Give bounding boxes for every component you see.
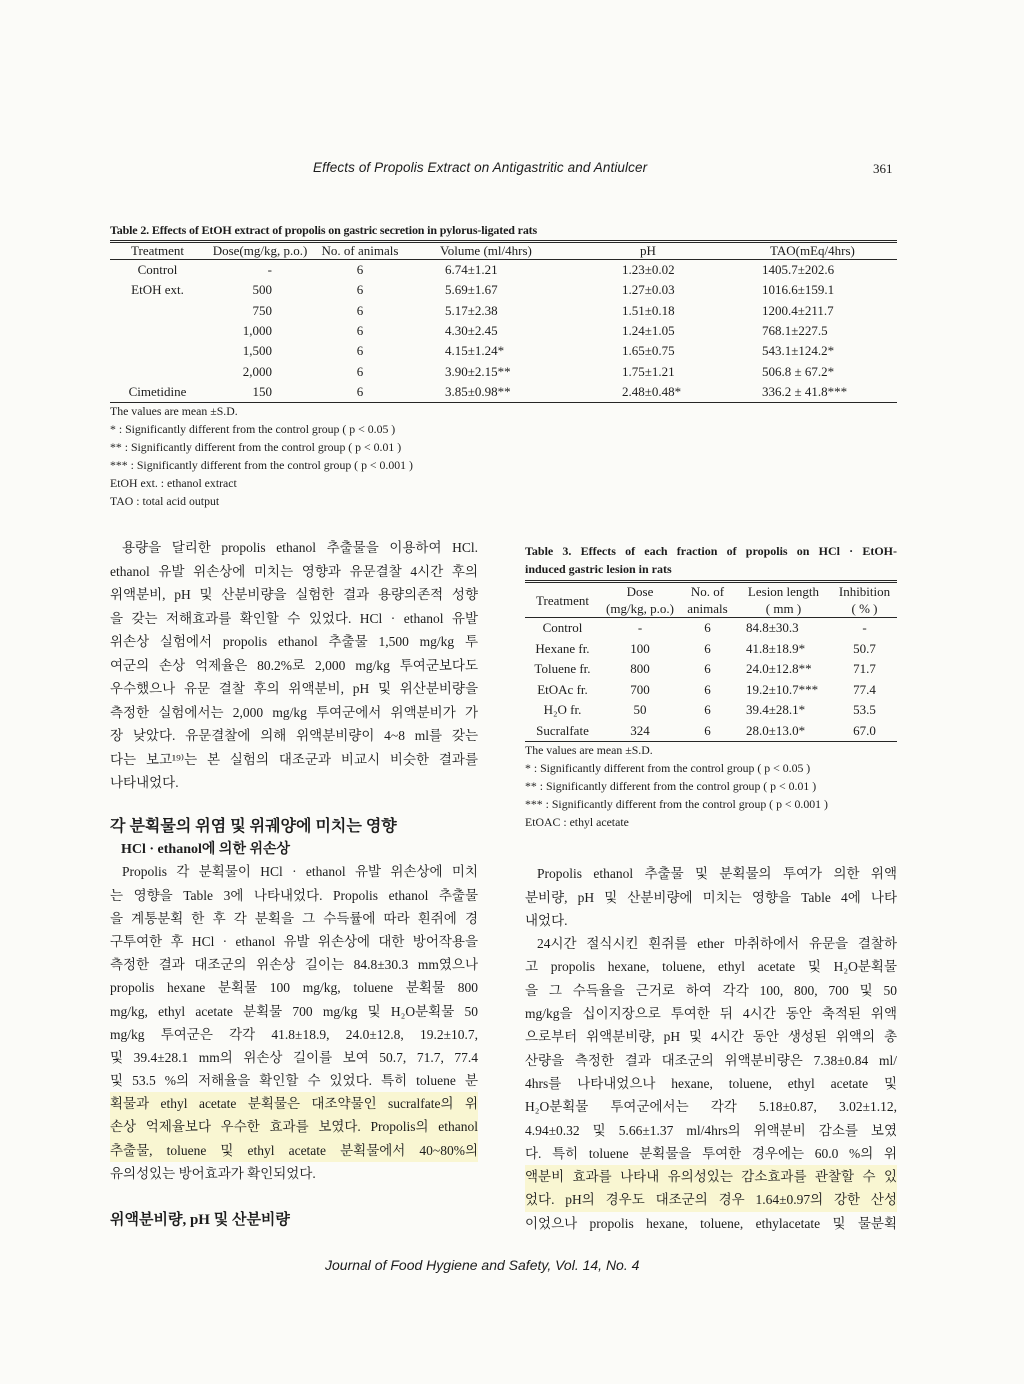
table2-cell-ph: 1.75±1.21 — [622, 363, 675, 379]
table2-cell-volume: 6.74±1.21 — [445, 262, 498, 278]
table2-cell-volume: 4.30±2.45 — [445, 323, 498, 339]
table3-header-dose — [600, 582, 680, 618]
table3-cell-lesion-length: 24.0±12.8** — [746, 661, 812, 677]
text-line: 4hrs를 나타내었으나 hexane, toluene, ethyl acetate 및 — [525, 1075, 897, 1091]
table2-cell-tao: 1200.4±211.7 — [762, 302, 834, 318]
text-line: 을 계통분획 한 후 각 분획을 그 수득률에 따라 흰쥐에 경 — [110, 910, 478, 926]
text-line: 측정한 실험에서는 2,000 mg/kg 투여군에서 위액분비가 가 — [110, 704, 478, 720]
table2-body — [110, 260, 897, 403]
table2-cell-volume: 3.90±2.15** — [445, 363, 511, 379]
text-line: mg/kg을 십이지장으로 투여한 뒤 4시간 동안 축적된 위액 — [525, 1006, 897, 1022]
table3-header-line: ( mm ) — [765, 601, 802, 616]
table3-cell-dose: 324 — [600, 721, 680, 742]
text-line: 장 낮았다. 유문결찰에 의해 위액분비량이 4~8 ml를 갖는 — [110, 728, 478, 743]
table2-cell-ph: 1.23±0.02 — [622, 262, 675, 278]
text-line: mg/kg 투여군은 각각 41.8±18.9, 24.0±12.8, 19.2±10.7, — [110, 1026, 478, 1042]
table3-row — [525, 700, 897, 721]
table3-header-row — [525, 582, 897, 618]
table3-caption-line: Table 3. Effects of each fraction of propolis on HCl · EtOH- — [525, 544, 897, 558]
table2-row — [110, 341, 897, 361]
text-line: 위액분비, pH 및 산분비량을 실험한 결과 용량의존적 성향 — [110, 587, 478, 602]
table2-cell-treatment: EtOH ext. — [131, 282, 184, 298]
table3-cell-dose: 700 — [630, 681, 650, 697]
table2-header-dose: Dose(mg/kg, p.o.) — [205, 242, 315, 260]
table2-cell-treatment: Control — [137, 262, 178, 278]
table2-cell-animals: 6 — [356, 323, 364, 339]
table3-cell-treatment: Toluene fr. — [534, 661, 591, 677]
table3-header-line: ( % ) — [851, 601, 878, 616]
text-line: 손상 억제율보다 우수한 효과를 보였다. Propolis의 ethanol — [110, 1115, 478, 1138]
right-column-text — [525, 862, 897, 1235]
table2-header-volume: Volume (ml/4hrs) — [405, 242, 605, 260]
table3-cell-treatment: Control — [542, 620, 583, 636]
table2-cell-animals: 6 — [356, 302, 364, 318]
table2-row — [110, 382, 897, 403]
table3-header-line: Inhibition — [838, 584, 891, 599]
text-line: 4.94±0.32 및 5.66±1.37 ml/4hrs의 위액분비 감소를 보였 — [525, 1122, 897, 1138]
table2-row — [110, 361, 897, 381]
section-heading-2: 위액분비량, pH 및 산분비량 — [110, 1212, 290, 1228]
table2-header-treatment: Treatment — [110, 242, 205, 260]
text-line: 나타내었다. — [110, 775, 179, 790]
table2-cell-treatment — [110, 301, 205, 321]
table2-cell-dose: - — [267, 262, 272, 278]
text-line: 및 39.4±28.1 mm의 위손상 길이를 보여 50.7, 71.7, 77.4 — [110, 1049, 478, 1065]
table3-cell-lesion-length: 19.2±10.7*** — [746, 681, 819, 697]
table3-cell-animals: 6 — [704, 681, 711, 697]
text-line: 위손상 실험에서 propolis ethanol 추출물 1,500 mg/kg 투 — [110, 634, 478, 649]
text-line: H₂O분획물 투여군에서는 각각 5.18±0.87, 3.02±1.12, — [525, 1099, 897, 1115]
table2-cell-tao: 543.1±124.2* — [762, 343, 835, 359]
table2-note: ** : Significantly different from the control group ( p < 0.01 ) — [110, 440, 402, 454]
table3-header-line: Treatment — [536, 592, 589, 608]
left-paragraph-2 — [110, 860, 478, 1185]
table2-note: EtOH ext. : ethanol extract — [110, 476, 237, 490]
table3-note: ** : Significantly different from the control group ( p < 0.01 ) — [525, 779, 817, 793]
table3-header-treatment — [525, 582, 600, 618]
page-number: 361 — [873, 161, 893, 176]
table2-cell-ph: 1.51±0.18 — [622, 302, 675, 318]
table2-header-animals: No. of animals — [315, 242, 405, 260]
table2-cell-treatment — [110, 341, 205, 361]
table2-cell-treatment — [110, 361, 205, 381]
text-line: 내었다. — [525, 912, 568, 928]
table2-cell-tao: 336.2 ± 41.8*** — [740, 382, 897, 403]
table2-row — [110, 280, 897, 300]
table2-row — [110, 260, 897, 281]
table2-cell-volume: 4.15±1.24* — [445, 343, 505, 359]
text-line: 구투여한 후 HCl · ethanol 유발 위손상에 대한 방어작용을 — [110, 933, 478, 949]
table3-cell-animals: 6 — [704, 620, 711, 636]
text-line: 산량을 측정한 결과 대조군의 위액분비량은 7.38±0.84 ml/ — [525, 1052, 897, 1068]
table2-cell-dose: 750 — [252, 302, 272, 318]
table2-header-ph: pH — [605, 242, 740, 260]
table3-cell-lesion-length: 41.8±18.9* — [746, 640, 806, 656]
table2-note: *** : Significantly different from the control group ( p < 0.001 ) — [110, 458, 413, 472]
table3-row — [525, 639, 897, 660]
table2-row — [110, 321, 897, 341]
journal-footer: Journal of Food Hygiene and Safety, Vol. 14, No. 4 — [325, 1257, 640, 1273]
table2-header — [110, 242, 897, 260]
running-header-title: Effects of Propolis Extract on Antigastritic and Antiulcer — [313, 160, 648, 175]
table3-note: EtOAC : ethyl acetate — [525, 815, 629, 829]
table2-cell-dose: 2,000 — [242, 363, 272, 379]
text-line: 24시간 절식시킨 흰쥐를 ether 마취하에서 유문을 결찰하 — [537, 936, 897, 952]
table3-cell-inhibition: 77.4 — [853, 681, 876, 697]
table3 — [525, 580, 897, 742]
text-line: 고 propolis hexane, toluene, ethyl acetate 및 H₂O분획물 — [525, 959, 897, 975]
table2-note: TAO : total acid output — [110, 494, 220, 508]
table3-caption-line: induced gastric lesion in rats — [525, 562, 672, 576]
table3-header-animals — [680, 582, 735, 618]
table3-cell-treatment: EtOAc fr. — [537, 681, 588, 697]
table3-row — [525, 618, 897, 639]
table3-cell-dose: - — [637, 620, 643, 636]
table3-cell-inhibition: 50.7 — [853, 640, 876, 656]
table2-row — [110, 301, 897, 321]
table2 — [110, 240, 897, 403]
table3-cell-inhibition: 71.7 — [853, 661, 876, 677]
text-line: 우수했으나 유문 결찰 후의 위액분비, pH 및 위산분비량을 — [110, 681, 478, 696]
text-line: 었다. pH의 경우도 대조군의 경우 1.64±0.97의 강한 산성 — [525, 1188, 897, 1211]
table3-body — [525, 618, 897, 742]
text-line: 용량을 달리한 propolis ethanol 추출물을 이용하여 HCl. — [122, 540, 478, 555]
table2-cell-animals: 6 — [356, 343, 364, 359]
text-line: 획물과 ethyl acetate 분획물은 대조약물인 sucralfate의 위 — [110, 1092, 478, 1115]
text-line: mg/kg, ethyl acetate 분획물 700 mg/kg 및 H₂O분획물 50 — [110, 1003, 478, 1019]
table2-cell-tao: 768.1±227.5 — [762, 323, 828, 339]
table2-note: * : Significantly different from the control group ( p < 0.05 ) — [110, 422, 396, 436]
table3-cell-dose: 800 — [630, 661, 650, 677]
text-line: 을 갖는 저해효과를 확인할 수 있었다. HCl · ethanol 유발 — [110, 610, 478, 626]
table3-cell-lesion-length: 84.8±30.3 — [746, 620, 799, 636]
table2-caption: Table 2. Effects of EtOH extract of propolis on gastric secretion in pylorus-ligated rats — [110, 223, 538, 237]
text-line: Propolis ethanol 추출물 및 분획물의 투여가 의한 위액 — [537, 866, 897, 882]
text-line: propolis hexane 분획물 100 mg/kg, toluene 분획물 800 — [110, 980, 478, 996]
table3-cell-inhibition: - — [862, 620, 867, 636]
table2-note: The values are mean ±S.D. — [110, 404, 238, 418]
table2-header-tao: TAO(mEq/4hrs) — [740, 242, 897, 260]
table3-cell-animals: 6 — [704, 640, 711, 656]
table2-cell-ph: 1.24±1.05 — [622, 323, 675, 339]
table2-cell-volume: 3.85±0.98** — [405, 382, 605, 403]
table3-notes — [525, 741, 828, 831]
table3-header-lesion-length — [735, 582, 832, 618]
table3-note: * : Significantly different from the control group ( p < 0.05 ) — [525, 761, 811, 775]
table3-row — [525, 680, 897, 701]
table3-note: *** : Significantly different from the control group ( p < 0.001 ) — [525, 797, 828, 811]
table2-cell-volume: 5.69±1.67 — [445, 282, 498, 298]
text-line: 는 영향을 Table 3에 나타내었다. Propolis ethanol 추출물 — [110, 887, 478, 903]
table3-caption — [525, 542, 897, 578]
left-paragraph-1 — [110, 536, 478, 795]
text-line: 이었으나 propolis hexane, toluene, ethylacetate 및 물분획 — [525, 1215, 897, 1231]
table3-cell-inhibition: 53.5 — [853, 702, 876, 718]
table2-notes — [110, 402, 413, 510]
table3-cell-dose: 100 — [630, 640, 650, 656]
table2-cell-dose: 1,500 — [242, 343, 272, 359]
subsection-heading: HCl · ethanol에 의한 위손상 — [121, 842, 291, 857]
table3-header-line: animals — [687, 601, 728, 616]
table3-cell-treatment: Sucralfate — [525, 721, 600, 742]
text-line: 으로부터 위액분비량, pH 및 4시간 동안 생성된 위액의 총 — [525, 1029, 897, 1045]
table3-header-line: Lesion length — [747, 584, 820, 599]
text-line: 액분비 효과를 나타내 유의성있는 감소효과를 관찰할 수 있 — [525, 1165, 897, 1188]
table3-cell-inhibition: 67.0 — [832, 721, 897, 742]
table3-row — [525, 659, 897, 680]
table2-cell-dose: 500 — [252, 282, 272, 298]
text-line: 다는 보고¹⁹⁾는 본 실험의 대조군과 비교시 비슷한 결과를 — [110, 751, 478, 767]
table2-cell-animals: 6 — [356, 363, 364, 379]
table2-cell-volume: 5.17±2.38 — [445, 302, 498, 318]
table2-cell-tao: 1405.7±202.6 — [762, 262, 835, 278]
table2-cell-animals: 6 — [356, 282, 364, 298]
table3-header-line: (mg/kg, p.o.) — [606, 601, 674, 616]
text-line: 추출물, toluene 및 ethyl acetate 분획물에서 40~80%의 — [110, 1139, 478, 1162]
text-line: 유의성있는 방어효과가 확인되었다. — [110, 1165, 316, 1181]
table2-cell-ph: 1.27±0.03 — [622, 282, 675, 298]
text-line: 분비량, pH 및 산분비량에 미치는 영향을 Table 4에 나타 — [525, 889, 897, 905]
table3-cell-treatment: H₂O fr. — [543, 702, 582, 718]
table3-cell-treatment: Hexane fr. — [535, 640, 590, 656]
table2-header-row — [110, 242, 897, 260]
table2-cell-ph: 1.65±0.75 — [622, 343, 675, 359]
table3-cell-lesion-length: 39.4±28.1* — [746, 702, 806, 718]
table3-cell-animals: 6 — [680, 721, 735, 742]
table3-cell-lesion-length: 28.0±13.0* — [735, 721, 832, 742]
table3-header-line: No. of — [690, 584, 725, 599]
text-line: 여군의 손상 억제율은 80.2%로 2,000 mg/kg 투여군보다도 — [110, 657, 478, 673]
table3-row — [525, 721, 897, 742]
text-line: Propolis 각 분획물이 HCl · ethanol 유발 위손상에 미치 — [122, 864, 478, 880]
table2-cell-tao: 1016.6±159.1 — [762, 282, 835, 298]
table3-cell-animals: 6 — [704, 661, 711, 677]
table2-cell-animals: 6 — [315, 382, 405, 403]
table2-cell-dose: 150 — [205, 382, 315, 403]
table2-cell-ph: 2.48±0.48* — [605, 382, 740, 403]
text-line: 측정한 결과 대조군의 위손상 길이는 84.8±30.3 mm였으나 — [110, 957, 478, 973]
table2-cell-treatment: Cimetidine — [110, 382, 205, 403]
text-line: 다. 특히 toluene 분획물을 투여한 경우에는 60.0 %의 위 — [525, 1145, 897, 1161]
table3-cell-dose: 50 — [633, 702, 647, 718]
text-line: 을 그 수득율을 근거로 하여 각각 100, 800, 700 및 50 — [525, 982, 897, 998]
table3-cell-animals: 6 — [704, 702, 711, 718]
table3-note: The values are mean ±S.D. — [525, 743, 653, 757]
section-heading: 각 분획물의 위염 및 위궤양에 미치는 영향 — [110, 818, 397, 835]
table2-cell-treatment — [110, 321, 205, 341]
text-line: ethanol 유발 위손상에 미치는 영향과 유문결찰 4시간 후의 — [110, 563, 478, 579]
table2-cell-animals: 6 — [356, 262, 364, 278]
text-line: 및 53.5 %의 저해율을 확인할 수 있었다. 특히 toluene 분 — [110, 1073, 478, 1089]
table3-header — [525, 582, 897, 618]
table3-header-inhibition — [832, 582, 897, 618]
table2-cell-tao: 506.8 ± 67.2* — [762, 363, 835, 379]
table2-cell-dose: 1,000 — [242, 323, 272, 339]
table3-header-line: Dose — [626, 584, 654, 599]
